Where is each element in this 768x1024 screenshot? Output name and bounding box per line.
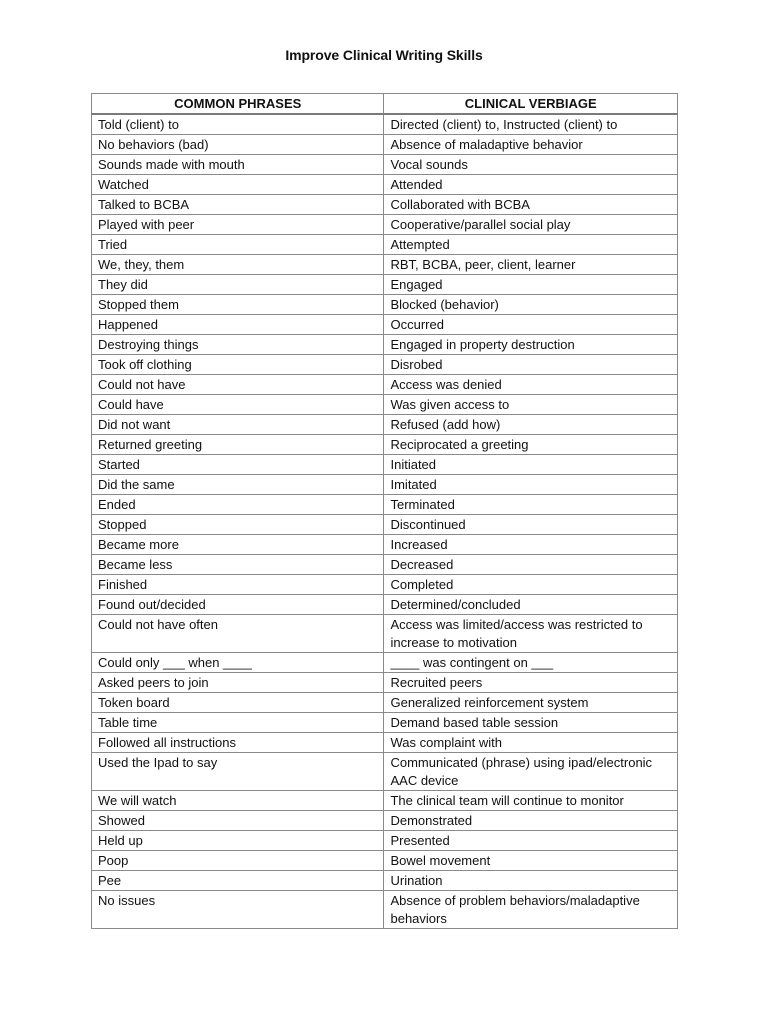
clinical-verbiage-cell: The clinical team will continue to monitor [384,791,678,811]
common-phrase-cell: Asked peers to join [92,673,384,693]
common-phrase-cell: Became more [92,535,384,555]
common-phrase-cell: Could have [92,395,384,415]
table-row [92,475,678,495]
table-row [92,871,678,891]
common-phrase-cell: Token board [92,693,384,713]
table-row [92,791,678,811]
common-phrase-cell: They did [92,275,384,295]
clinical-verbiage-cell: Engaged [384,275,678,295]
common-phrase-cell: Started [92,455,384,475]
clinical-verbiage-cell: Decreased [384,555,678,575]
common-phrase-cell: Watched [92,175,384,195]
clinical-verbiage-cell: Imitated [384,475,678,495]
clinical-verbiage-cell: Terminated [384,495,678,515]
clinical-verbiage-cell: Bowel movement [384,851,678,871]
table-row [92,515,678,535]
clinical-verbiage-cell: Cooperative/parallel social play [384,215,678,235]
table-row [92,255,678,275]
common-phrase-cell: No issues [92,891,384,929]
table-row [92,555,678,575]
clinical-verbiage-cell: Communicated (phrase) using ipad/electronic AAC device [384,753,678,791]
clinical-verbiage-cell: Increased [384,535,678,555]
page-title: Improve Clinical Writing Skills [285,47,483,63]
column-header-common-phrases: COMMON PHRASES [92,94,384,115]
common-phrase-cell: Did the same [92,475,384,495]
common-phrase-cell: We will watch [92,791,384,811]
clinical-verbiage-cell: Access was limited/access was restricted to increase to motivation [384,615,678,653]
table-row [92,435,678,455]
table-row [92,375,678,395]
common-phrase-cell: Could not have [92,375,384,395]
table-row [92,415,678,435]
common-phrase-cell: Took off clothing [92,355,384,375]
common-phrase-cell: Destroying things [92,335,384,355]
common-phrase-cell: No behaviors (bad) [92,135,384,155]
common-phrase-cell: Followed all instructions [92,733,384,753]
clinical-verbiage-cell: Directed (client) to, Instructed (client) to [384,114,678,135]
clinical-verbiage-cell: Discontinued [384,515,678,535]
table-row [92,135,678,155]
clinical-verbiage-cell: Access was denied [384,375,678,395]
clinical-verbiage-cell: Reciprocated a greeting [384,435,678,455]
column-header-clinical-verbiage: CLINICAL VERBIAGE [384,94,678,115]
clinical-verbiage-cell: Was given access to [384,395,678,415]
common-phrase-cell: Could only ___ when ____ [92,653,384,673]
clinical-verbiage-cell: Occurred [384,315,678,335]
common-phrase-cell: Held up [92,831,384,851]
common-phrase-cell: Pee [92,871,384,891]
clinical-verbiage-cell: Refused (add how) [384,415,678,435]
clinical-verbiage-cell: Demonstrated [384,811,678,831]
clinical-verbiage-cell: Determined/concluded [384,595,678,615]
table-row [92,275,678,295]
table-header-row [92,94,678,115]
table-row [92,535,678,555]
table-row [92,811,678,831]
table-row [92,673,678,693]
table-row [92,355,678,375]
common-phrase-cell: Played with peer [92,215,384,235]
table-row [92,295,678,315]
common-phrase-cell: Tried [92,235,384,255]
table-row [92,851,678,871]
clinical-verbiage-cell: Absence of maladaptive behavior [384,135,678,155]
table-row [92,653,678,673]
common-phrase-cell: Stopped [92,515,384,535]
clinical-verbiage-cell: Urination [384,871,678,891]
common-phrase-cell: Used the Ipad to say [92,753,384,791]
clinical-verbiage-cell: Generalized reinforcement system [384,693,678,713]
table-row [92,195,678,215]
clinical-verbiage-cell: Attempted [384,235,678,255]
common-phrase-cell: Happened [92,315,384,335]
table-row [92,175,678,195]
common-phrase-cell: Ended [92,495,384,515]
table-row [92,595,678,615]
clinical-verbiage-cell: Attended [384,175,678,195]
table-row [92,495,678,515]
clinical-verbiage-cell: Collaborated with BCBA [384,195,678,215]
common-phrase-cell: Stopped them [92,295,384,315]
table-row [92,155,678,175]
clinical-verbiage-cell: ____ was contingent on ___ [384,653,678,673]
table-row [92,831,678,851]
table-row [92,693,678,713]
common-phrase-cell: Table time [92,713,384,733]
table-row [92,455,678,475]
common-phrase-cell: Showed [92,811,384,831]
table-row [92,615,678,653]
table-row [92,114,678,135]
common-phrase-cell: Could not have often [92,615,384,653]
common-phrase-cell: Told (client) to [92,114,384,135]
clinical-verbiage-cell: Vocal sounds [384,155,678,175]
clinical-verbiage-cell: Engaged in property destruction [384,335,678,355]
table-body [92,114,678,929]
phrases-table [91,93,678,929]
table-row [92,753,678,791]
clinical-verbiage-cell: Recruited peers [384,673,678,693]
common-phrase-cell: Returned greeting [92,435,384,455]
common-phrase-cell: We, they, them [92,255,384,275]
clinical-verbiage-cell: Absence of problem behaviors/maladaptive behaviors [384,891,678,929]
table-row [92,733,678,753]
clinical-verbiage-cell: Blocked (behavior) [384,295,678,315]
clinical-verbiage-cell: Presented [384,831,678,851]
common-phrase-cell: Talked to BCBA [92,195,384,215]
clinical-verbiage-cell: Disrobed [384,355,678,375]
table-row [92,235,678,255]
table-row [92,575,678,595]
table-row [92,315,678,335]
common-phrase-cell: Poop [92,851,384,871]
table-row [92,713,678,733]
common-phrase-cell: Did not want [92,415,384,435]
common-phrase-cell: Finished [92,575,384,595]
table-row [92,395,678,415]
common-phrase-cell: Became less [92,555,384,575]
clinical-verbiage-cell: Demand based table session [384,713,678,733]
common-phrase-cell: Found out/decided [92,595,384,615]
clinical-verbiage-cell: Initiated [384,455,678,475]
clinical-verbiage-cell: Completed [384,575,678,595]
table-row [92,335,678,355]
common-phrase-cell: Sounds made with mouth [92,155,384,175]
table-row [92,215,678,235]
clinical-verbiage-cell: Was complaint with [384,733,678,753]
table-row [92,891,678,929]
clinical-verbiage-cell: RBT, BCBA, peer, client, learner [384,255,678,275]
